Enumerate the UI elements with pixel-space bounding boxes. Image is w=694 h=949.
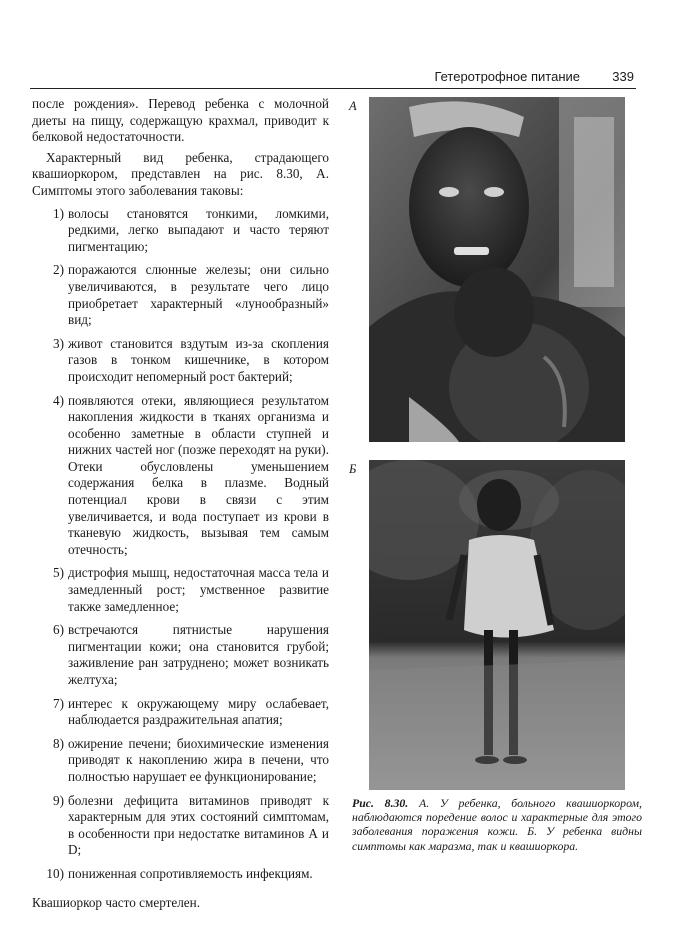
list-number: 7)	[53, 695, 64, 711]
list-text: появляются отеки, являющиеся результатом накопления жидкости в тканях организма и особенно заметные в области ступней и нижних частей ног (позже переходят на руки). Отеки обусловлены уменьшением содержания белка в плазме. Водный потенциал крови в связи с этим увеличивается, и вода поступает из крови в тканевую жидкость, вызывая тем самым отечность;	[68, 392, 329, 557]
closing-line: Квашиоркор часто смертелен.	[32, 894, 201, 910]
list-item	[32, 336, 329, 386]
list-number: 4)	[53, 392, 64, 408]
list-item	[32, 262, 329, 328]
section-title: Гетеротрофное питание	[434, 69, 580, 84]
figure-label-a: А	[349, 99, 357, 113]
list-text: поражаются слюнные железы; они сильно увеличиваются, в результате чего лицо приобретает характерный «лунообразный» вид;	[68, 262, 329, 328]
list-number: 5)	[53, 565, 64, 581]
list-text: интерес к окружающему миру ослабевает, наблюдается раздражительная апатия;	[68, 695, 329, 728]
list-item	[32, 565, 329, 615]
photo-b-image	[369, 460, 625, 790]
figure-caption	[352, 796, 642, 853]
list-number: 2)	[53, 262, 64, 278]
intro-paragraph: после рождения». Перевод ребенка с молочной диеты на пищу, содержащую крахмал, приводит к белковой недостаточности.	[32, 96, 329, 145]
list-number: 10)	[46, 865, 64, 881]
list-number: 3)	[53, 335, 64, 351]
page-number: 339	[612, 69, 634, 84]
list-text: болезни дефицита витаминов приводят к характерным для этих состояний симптомам, в особенности при недостатке витаминов А и D;	[68, 792, 329, 858]
list-text: встречаются пятнистые нарушения пигментации кожи; она становится грубой; заживление ран затруднено; может возникать желтуха;	[68, 622, 329, 687]
photo-b	[369, 460, 625, 790]
list-number: 1)	[53, 205, 64, 221]
list-item	[32, 206, 329, 256]
list-text: живот становится вздутым из-за скопления газов в тонком кишечнике, в котором происходит непомерный рост бактерий;	[68, 335, 329, 384]
list-text: пониженная сопротивляемость инфекциям.	[68, 865, 313, 881]
list-number: 9)	[53, 792, 64, 808]
list-number: 6)	[53, 622, 64, 638]
caption-text: А. У ребенка, больного квашиоркором, наблюдаются поредение волос и характерные для этого заболевания поражения кожи. Б. У ребенка видны симптомы как маразма, так и квашиоркора.	[352, 796, 642, 853]
list-text: ожирение печени; биохимические изменения приводят к накоплению жира в печени, что полностью нарушает ее функционирование;	[68, 735, 329, 784]
list-item	[32, 736, 329, 786]
caption-label: Рис. 8.30.	[352, 796, 409, 810]
main-text-column	[32, 96, 329, 911]
list-item	[32, 866, 329, 883]
list-number: 8)	[53, 735, 64, 751]
list-text: волосы становятся тонкими, ломкими, редкими, легко выпадают и часто теряют пигментацию;	[68, 205, 329, 254]
figure-label-b: Б	[349, 462, 357, 476]
photo-a-image	[369, 97, 625, 442]
symptom-list	[32, 206, 329, 883]
description-paragraph: Характерный вид ребенка, страдающего квашиоркором, представлен на рис. 8.30, А. Симптомы этого заболевания таковы:	[32, 149, 329, 198]
list-item	[32, 793, 329, 859]
list-text: дистрофия мышц, недостаточная масса тела и замедленный рост; умственное развитие также замедленное;	[68, 565, 329, 614]
list-item	[32, 622, 329, 688]
photo-a	[369, 97, 625, 442]
running-head	[30, 66, 636, 89]
list-item	[32, 696, 329, 729]
list-item	[32, 393, 329, 559]
